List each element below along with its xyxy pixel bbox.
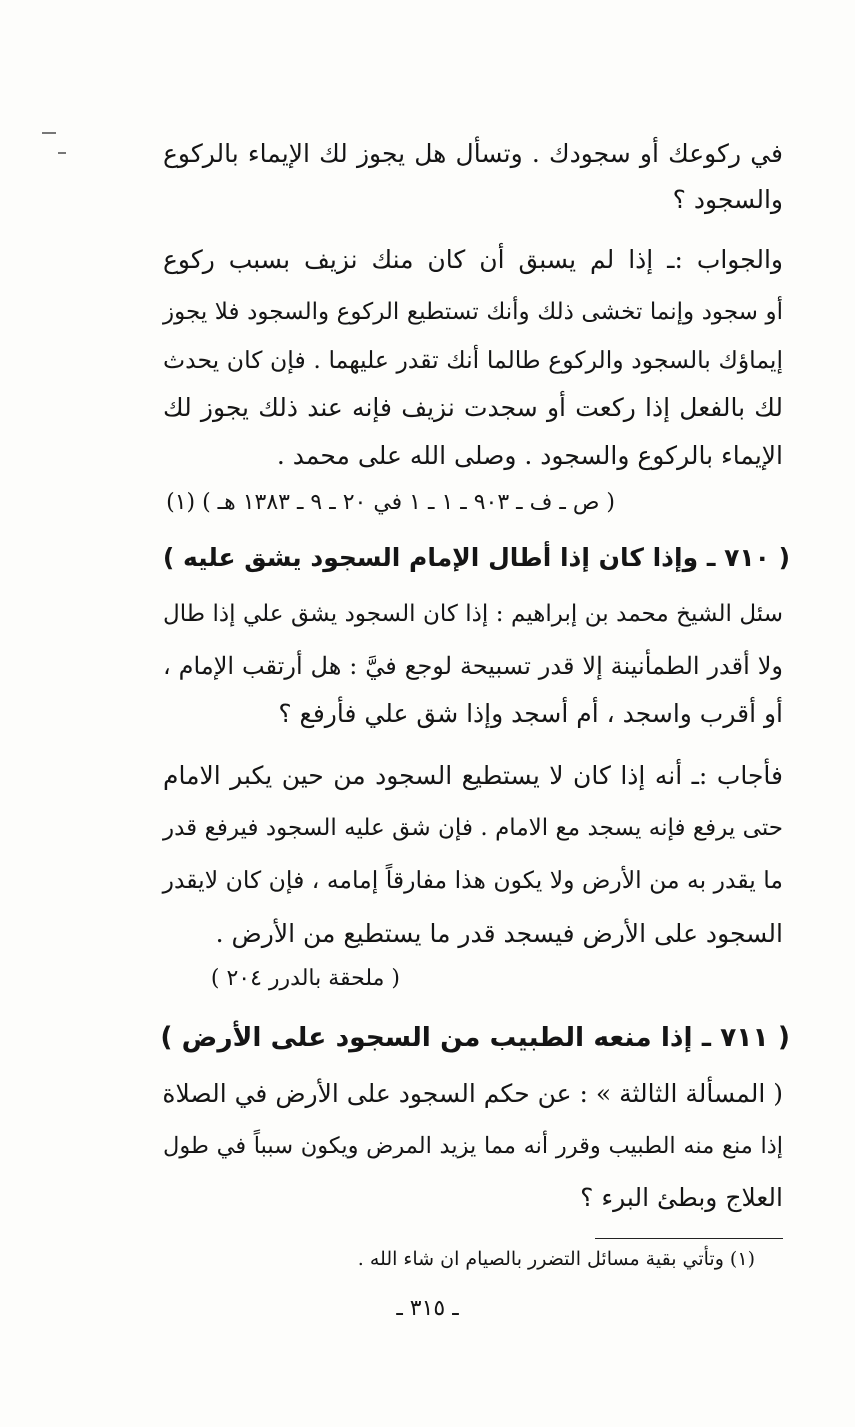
answer-line: لك بالفعل إذا ركعت أو سجدت نزيف فإنه عند ذلك يجوز لك	[163, 393, 783, 422]
question-line: ( المسألة الثالثة » : عن حكم السجود على الأرض في الصلاة	[162, 1079, 783, 1108]
continuation-line: في ركوعك أو سجودك . وتسأل هل يجوز لك الإيماء بالركوع	[163, 139, 783, 168]
page-number: ـ ٣١٥ ـ	[396, 1296, 459, 1321]
answer-line: فأجاب :ـ أنه إذا كان لا يستطيع السجود من حين يكبر الامام	[163, 761, 783, 790]
scan-speck	[42, 132, 56, 134]
source-reference: ( ملحقة بالدرر ٢٠٤ )	[210, 966, 400, 991]
answer-line: السجود على الأرض فيسجد قدر ما يستطيع من الأرض .	[215, 919, 783, 948]
answer-line: إيماؤك بالسجود والركوع طالما أنك تقدر عليهما . فإن كان يحدث	[163, 346, 783, 374]
answer-line: الإيماء بالركوع والسجود . وصلى الله على محمد .	[276, 441, 783, 470]
question-line: ولا أقدر الطمأنينة إلا قدر تسبيحة لوجع فيَّ : هل أرتقب الإمام ،	[163, 652, 783, 680]
question-line: سئل الشيخ محمد بن إبراهيم : إذا كان السجود يشق علي إذا طال	[163, 601, 783, 627]
question-line: العلاج وبطئ البرء ؟	[580, 1183, 783, 1212]
continuation-line: والسجود ؟	[672, 185, 783, 214]
question-line: أو أقرب واسجد ، أم أسجد وإذا شق علي فأرفع ؟	[278, 699, 783, 728]
answer-line: والجواب :ـ إذا لم يسبق أن كان منك نزيف بسبب ركوع	[163, 245, 783, 274]
section-heading-710: ( ٧١٠ ـ وإذا كان إذا أطال الإمام السجود يشق عليه )	[162, 543, 790, 572]
source-reference: ( ص ـ ف ـ ٩٠٣ ـ ١ ـ ١ في ٢٠ ـ ٩ ـ ١٣٨٣ هـ ) (١)	[166, 490, 615, 515]
section-heading-711: ( ٧١١ ـ إذا منعه الطبيب من السجود على الأرض )	[160, 1022, 790, 1053]
footnote: (١) وتأتي بقية مسائل التضرر بالصيام ان شاء الله .	[357, 1248, 755, 1270]
answer-line: أو سجود وإنما تخشى ذلك وأنك تستطيع الركوع والسجود فلا يجوز	[163, 299, 783, 325]
footnote-divider	[595, 1238, 783, 1239]
question-line: إذا منع منه الطبيب وقرر أنه مما يزيد المرض ويكون سبباً في طول	[163, 1133, 783, 1159]
answer-line: ما يقدر به من الأرض ولا يكون هذا مفارقاً إمامه ، فإن كان لايقدر	[162, 866, 783, 894]
scan-speck	[58, 152, 66, 154]
answer-line: حتى يرفع فإنه يسجد مع الامام . فإن شق عليه السجود فيرفع قدر	[163, 815, 783, 841]
